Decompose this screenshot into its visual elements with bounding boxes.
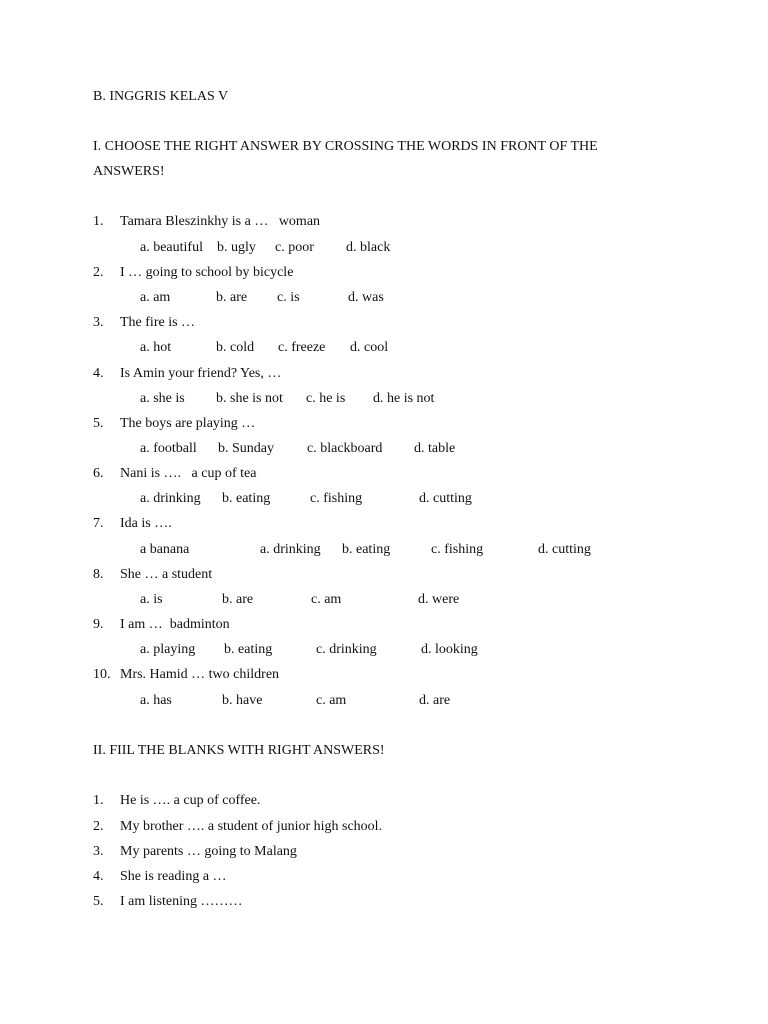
question-number: 6. <box>93 466 104 481</box>
answer-option: d. cool <box>350 340 389 355</box>
question-text: Nani is …. a cup of tea <box>120 466 257 481</box>
answer-option: c. blackboard <box>307 441 383 456</box>
answer-option: c. he is <box>306 391 346 406</box>
answer-option: d. looking <box>421 642 478 657</box>
answer-option: b. cold <box>216 340 255 355</box>
answer-option: b. are <box>222 592 254 607</box>
fill-item-text: I am listening ……… <box>120 894 243 909</box>
section1-heading-line2: ANSWERS! <box>93 164 165 179</box>
question-number: 1. <box>93 214 104 229</box>
question-text: Is Amin your friend? Yes, … <box>120 366 282 381</box>
answer-option: a. football <box>140 441 197 456</box>
question-text: The boys are playing … <box>120 416 256 431</box>
answer-option: a. beautiful <box>140 240 203 255</box>
section1-heading-line1: I. CHOOSE THE RIGHT ANSWER BY CROSSING THE WORDS IN FRONT OF THE <box>93 139 598 154</box>
question-text: The fire is … <box>120 315 196 330</box>
question-number: 3. <box>93 315 104 330</box>
question-number: 7. <box>93 516 104 531</box>
page-title: B. INGGRIS KELAS V <box>93 89 229 104</box>
answer-option: b. Sunday <box>218 441 274 456</box>
fill-item-text: My brother …. a student of junior high school. <box>120 819 383 834</box>
answer-option: b. ugly <box>217 240 256 255</box>
answer-option: b. are <box>216 290 248 305</box>
answer-option: a. has <box>140 693 172 708</box>
fill-item-text: She is reading a … <box>120 869 227 884</box>
answer-option: b. eating <box>224 642 273 657</box>
question-text: I … going to school by bicycle <box>120 265 294 280</box>
answer-option: a. am <box>140 290 171 305</box>
answer-option: a. drinking <box>260 542 321 557</box>
answer-option: b. she is not <box>216 391 283 406</box>
answer-option: c. am <box>311 592 342 607</box>
answer-option: c. poor <box>275 240 314 255</box>
answer-option: c. drinking <box>316 642 377 657</box>
answer-option: d. are <box>419 693 451 708</box>
answer-option: a. playing <box>140 642 196 657</box>
fill-item-number: 1. <box>93 793 104 808</box>
answer-option: b. have <box>222 693 263 708</box>
answer-option: d. table <box>414 441 456 456</box>
section2-heading: II. FIIL THE BLANKS WITH RIGHT ANSWERS! <box>93 743 385 758</box>
answer-option: a. she is <box>140 391 185 406</box>
question-number: 10. <box>93 667 111 682</box>
fill-item-number: 2. <box>93 819 104 834</box>
answer-option: d. cutting <box>538 542 591 557</box>
answer-option: a banana <box>140 542 190 557</box>
fill-item-number: 4. <box>93 869 104 884</box>
fill-item-text: He is …. a cup of coffee. <box>120 793 261 808</box>
answer-option: c. is <box>277 290 300 305</box>
question-number: 2. <box>93 265 104 280</box>
fill-item-text: My parents … going to Malang <box>120 844 297 859</box>
question-text: I am … badminton <box>120 617 230 632</box>
answer-option: b. eating <box>222 491 271 506</box>
question-number: 4. <box>93 366 104 381</box>
answer-option: a. is <box>140 592 163 607</box>
answer-option: c. freeze <box>278 340 326 355</box>
answer-option: c. fishing <box>431 542 484 557</box>
answer-option: d. cutting <box>419 491 472 506</box>
question-number: 5. <box>93 416 104 431</box>
answer-option: d. black <box>346 240 391 255</box>
answer-option: b. eating <box>342 542 391 557</box>
question-text: She … a student <box>120 567 213 582</box>
answer-option: c. am <box>316 693 347 708</box>
answer-option: a. drinking <box>140 491 201 506</box>
fill-item-number: 5. <box>93 894 104 909</box>
answer-option: a. hot <box>140 340 172 355</box>
answer-option: d. were <box>418 592 460 607</box>
answer-option: d. he is not <box>373 391 435 406</box>
question-text: Tamara Bleszinkhy is a … woman <box>120 214 321 229</box>
question-number: 8. <box>93 567 104 582</box>
question-number: 9. <box>93 617 104 632</box>
answer-option: d. was <box>348 290 384 305</box>
question-text: Mrs. Hamid … two children <box>120 667 280 682</box>
fill-item-number: 3. <box>93 844 104 859</box>
answer-option: c. fishing <box>310 491 363 506</box>
question-text: Ida is …. <box>120 516 172 531</box>
